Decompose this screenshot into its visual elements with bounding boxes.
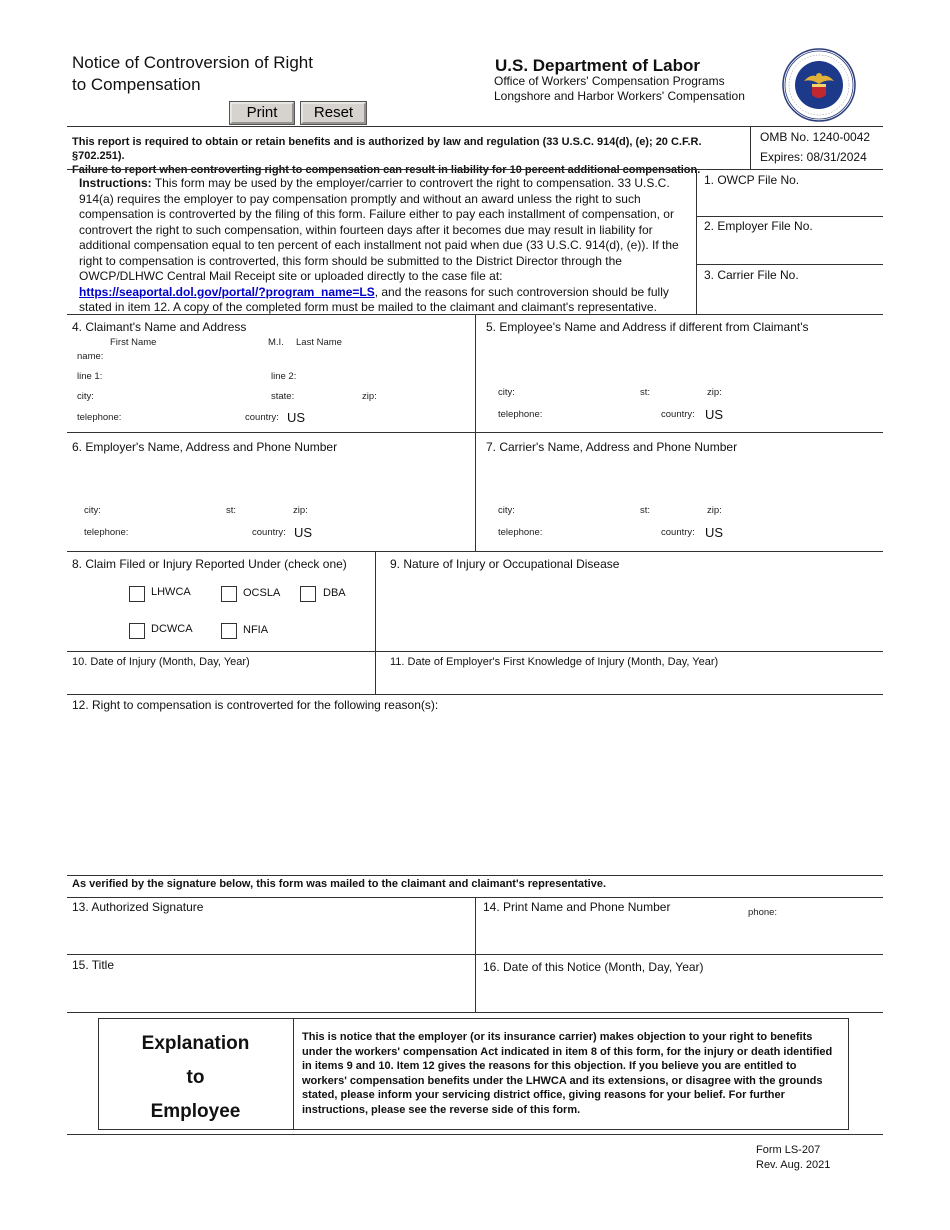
office-line2: Longshore and Harbor Workers' Compensation (494, 89, 745, 103)
dol-seal-icon (782, 48, 856, 122)
dcwca-checkbox[interactable] (129, 623, 145, 639)
print-name-label: 14. Print Name and Phone Number (483, 900, 671, 914)
ocsla-label: OCSLA (243, 587, 281, 599)
employee-country-label: country: (661, 409, 695, 420)
claim-heading: 8. Claim Filed or Injury Reported Under (check one) (72, 557, 347, 571)
dba-label: DBA (323, 587, 346, 599)
carrier-file-label: 3. Carrier File No. (704, 268, 799, 282)
carrier-country-value[interactable]: US (705, 525, 724, 540)
reasons-heading: 12. Right to compensation is controverted for the following reason(s): (72, 698, 439, 712)
owcp-file-label: 1. OWCP File No. (704, 173, 800, 187)
form-revision: Rev. Aug. 2021 (756, 1159, 831, 1171)
claimant-state-label: state: (271, 391, 295, 402)
instructions-text-2: , and the reasons for such controversion should be fully stated in item 12. A copy of the completed form must be mailed to the claimant and claimant's representative. (79, 284, 669, 314)
carrier-st-label: st: (640, 505, 651, 516)
legal-notice (72, 135, 748, 177)
employer-zip-label: zip: (293, 505, 308, 516)
office-line1: Office of Workers' Compensation Programs (494, 74, 725, 88)
print-button[interactable]: Print (230, 102, 294, 124)
notice-date-label: 16. Date of this Notice (Month, Day, Year) (483, 960, 704, 974)
dcwca-label: DCWCA (151, 623, 193, 635)
carrier-country-label: country: (661, 527, 695, 538)
phone-label: phone: (748, 907, 778, 918)
employee-city-label: city: (498, 387, 515, 398)
employee-zip-label: zip: (707, 387, 722, 398)
expiration-date: Expires: 08/31/2024 (760, 150, 867, 164)
employee-telephone-label: telephone: (498, 409, 543, 420)
instructions-block (79, 176, 689, 316)
dba-checkbox[interactable] (300, 586, 316, 602)
form-id (756, 1143, 830, 1173)
claimant-zip-label: zip: (362, 391, 377, 402)
lhwca-checkbox[interactable] (129, 586, 145, 602)
carrier-heading: 7. Carrier's Name, Address and Phone Number (486, 440, 738, 454)
claimant-heading: 4. Claimant's Name and Address (72, 320, 247, 334)
office-block (494, 74, 745, 104)
title-label: 15. Title (72, 958, 115, 972)
carrier-telephone-label: telephone: (498, 527, 543, 538)
claimant-name-label: name: (77, 351, 104, 362)
claimant-city-label: city: (77, 391, 94, 402)
last-name-label: Last Name (296, 337, 342, 348)
date-knowledge-heading: 11. Date of Employer's First Knowledge of Injury (Month, Day, Year) (390, 656, 719, 668)
carrier-zip-label: zip: (707, 505, 722, 516)
claimant-line2-label: line 2: (271, 371, 297, 382)
explanation-word2: to (186, 1067, 205, 1088)
agency-name: U.S. Department of Labor (495, 56, 700, 75)
claimant-telephone-label: telephone: (77, 412, 122, 423)
nfia-label: NFIA (243, 624, 269, 636)
explanation-text: This is notice that the employer (or its insurance carrier) makes objection to your right to benefits under the workers' compensation Act indicated in item 8 of this form, for the injury or death identified in items 9 and 10. Item 12 gives the reasons for this objection. If you believe you are entitled to workers' compensation benefits under the LHWCA and its extensions, or disagree with the grounds stated, please inform your servicing district office, giving reasons for your belief. For further instructions, please see the reverse side of this form. (302, 1031, 833, 1116)
nature-heading: 9. Nature of Injury or Occupational Disease (390, 557, 620, 571)
form-title-line1: Notice of Controversion of Right (72, 53, 313, 72)
employer-file-label: 2. Employer File No. (704, 219, 813, 233)
reset-button[interactable]: Reset (301, 102, 366, 124)
claimant-line1-label: line 1: (77, 371, 103, 382)
legal-notice-line1: This report is required to obtain or retain benefits and is authorized by law and regulation (33 U.S.C. 914(d), (e); 20 C.F.R. §702.251). (72, 136, 702, 162)
explanation-heading (98, 1027, 293, 1129)
carrier-city-label: city: (498, 505, 515, 516)
instructions-text: This form may be used by the employer/carrier to controvert the right to compensation. 33 U.S.C. 914(a) requires the employer to pay compensation promptly and without an award unless the right to such compensation is controverted by the filing of this form. Failure either to pay each installment of compensation, or controvert the right to such compensation, within fourteen days after it becomes due may result in liability for additional compensation equal to ten percent of each installment not paid when due (33 U.S.C. 914(d), (e)). If the right to compensation is controverted, this form should be submitted to the District Director through the OWCP/DLHWC Central Mail Receipt site or uploaded directly to the case file at: (79, 176, 679, 283)
nfia-checkbox[interactable] (221, 623, 237, 639)
verify-statement: As verified by the signature below, this form was mailed to the claimant and claimant's representative. (72, 878, 607, 890)
legal-notice-line2: Failure to report when controverting right to compensation can result in liability for 10 percent additional compensation. (72, 164, 701, 176)
authorized-signature-label: 13. Authorized Signature (72, 900, 204, 914)
mi-label: M.I. (268, 337, 284, 348)
employee-st-label: st: (640, 387, 651, 398)
explanation-word1: Explanation (141, 1033, 250, 1054)
omb-number: OMB No. 1240-0042 (760, 130, 871, 144)
explanation-word3: Employee (150, 1101, 241, 1122)
claimant-country-value[interactable]: US (287, 410, 306, 425)
lhwca-label: LHWCA (151, 586, 191, 598)
date-injury-heading: 10. Date of Injury (Month, Day, Year) (72, 656, 250, 668)
seaportal-link[interactable]: https://seaportal.dol.gov/portal/?program_name=LS (79, 284, 375, 299)
employer-country-value[interactable]: US (294, 525, 313, 540)
employer-heading: 6. Employer's Name, Address and Phone Number (72, 440, 338, 454)
instructions-label: Instructions: (79, 176, 152, 190)
employer-st-label: st: (226, 505, 237, 516)
claimant-country-label: country: (245, 412, 279, 423)
form-number: Form LS-207 (756, 1144, 821, 1156)
employee-heading: 5. Employee's Name and Address if different from Claimant's (486, 320, 809, 334)
employer-country-label: country: (252, 527, 286, 538)
first-name-label: First Name (110, 337, 157, 348)
employee-country-value[interactable]: US (705, 407, 724, 422)
form-title-line2: to Compensation (72, 75, 201, 94)
employer-telephone-label: telephone: (84, 527, 129, 538)
ocsla-checkbox[interactable] (221, 586, 237, 602)
employer-city-label: city: (84, 505, 101, 516)
form-title (72, 52, 313, 96)
